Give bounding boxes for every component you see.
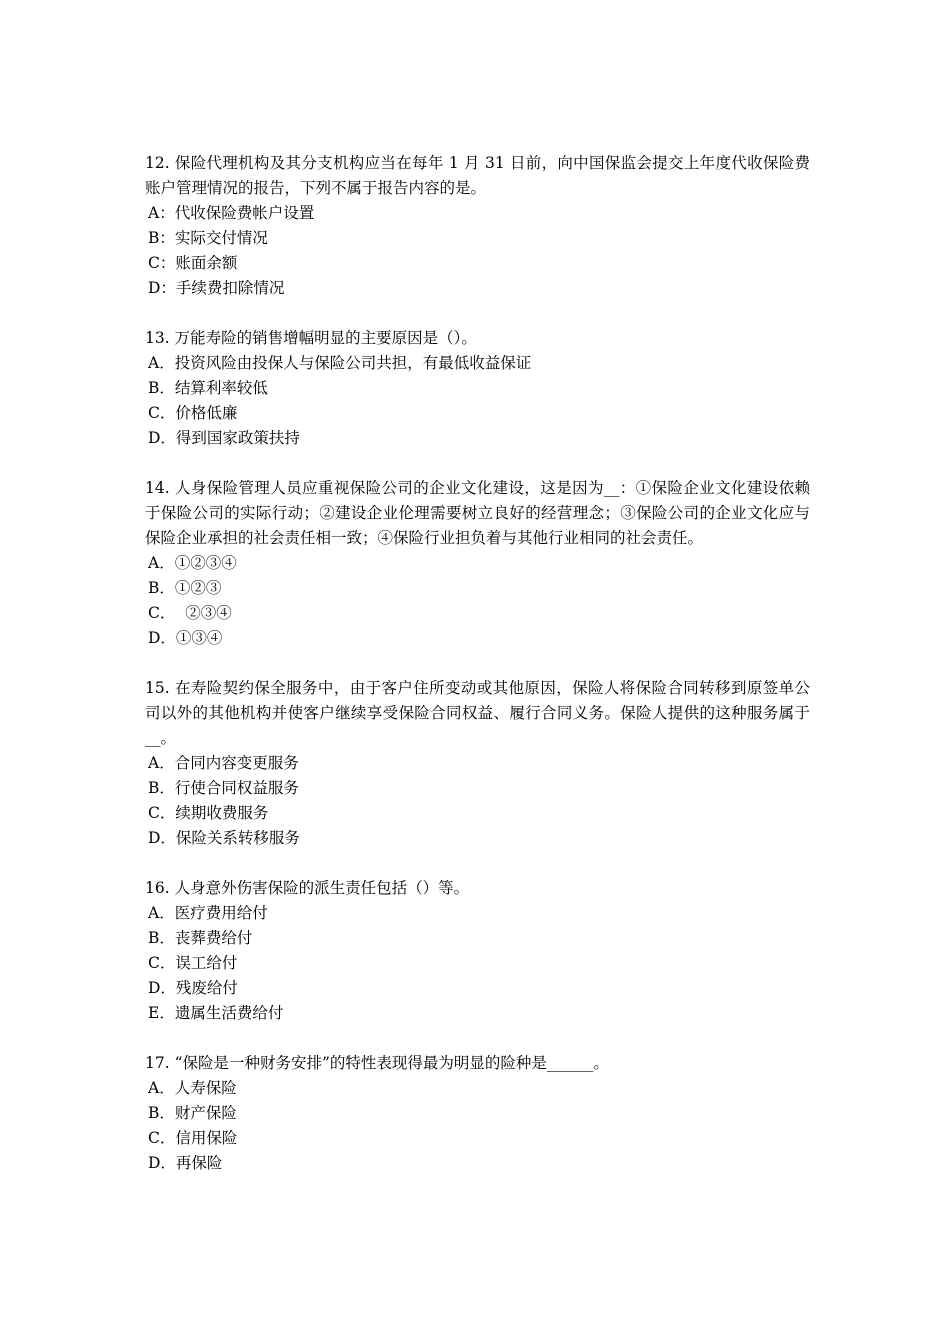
question-16: [145, 876, 810, 1026]
option-c: C：账面余额: [148, 254, 238, 272]
document-page: [145, 151, 810, 1201]
option-c: C．续期收费服务: [148, 804, 269, 822]
option-d: D．再保险: [148, 1154, 223, 1172]
question-stem: 14. 人身保险管理人员应重视保险公司的企业文化建设，这是因为__：①保险企业文化建设依赖于保险公司的实际行动；②建设企业伦理需要树立良好的经营理念；③保险公司的企业文化应与保险企业承担的社会责任相一致；④保险行业担负着与其他行业相同的社会责任。: [145, 479, 810, 547]
option-c: C．误工给付: [148, 954, 238, 972]
question-stem: 13. 万能寿险的销售增幅明显的主要原因是（）。: [145, 329, 477, 347]
option-d: D：手续费扣除情况: [148, 279, 285, 297]
question-13: [145, 326, 810, 451]
option-a: A：代收保险费帐户设置: [148, 204, 315, 222]
option-d: D．①③④: [148, 629, 223, 647]
option-c: C．信用保险: [148, 1129, 238, 1147]
question-17: [145, 1051, 810, 1176]
option-a: A．人寿保险: [148, 1079, 237, 1097]
question-15: [145, 676, 810, 851]
question-12: [145, 151, 810, 301]
option-c: C． ②③④: [148, 604, 232, 622]
option-d: D．残废给付: [148, 979, 238, 997]
option-a: A．合同内容变更服务: [148, 754, 299, 772]
question-stem: 17. “保险是一种财务安排”的特性表现得最为明显的险种是______。: [145, 1054, 609, 1072]
option-e: E．遗属生活费给付: [148, 1004, 284, 1022]
option-b: B．财产保险: [148, 1104, 237, 1122]
option-c: C．价格低廉: [148, 404, 238, 422]
option-b: B．丧葬费给付: [148, 929, 253, 947]
option-a: A．投资风险由投保人与保险公司共担，有最低收益保证: [148, 354, 532, 372]
question-14: [145, 476, 810, 651]
question-stem: 16. 人身意外伤害保险的派生责任包括（）等。: [145, 879, 470, 897]
option-b: B．行使合同权益服务: [148, 779, 299, 797]
option-b: B．①②③: [148, 579, 222, 597]
question-stem: 15. 在寿险契约保全服务中，由于客户住所变动或其他原因，保险人将保险合同转移到原签单公司以外的其他机构并使客户继续享受保险合同权益、履行合同义务。保险人提供的这种服务属于__。: [145, 679, 810, 747]
option-a: A．①②③④: [148, 554, 237, 572]
question-stem: 12. 保险代理机构及其分支机构应当在每年 1 月 31 日前，向中国保监会提交上年度代收保险费账户管理情况的报告，下列不属于报告内容的是。: [145, 154, 810, 197]
option-a: A．医疗费用给付: [148, 904, 268, 922]
option-d: D．得到国家政策扶持: [148, 429, 300, 447]
option-d: D．保险关系转移服务: [148, 829, 300, 847]
option-b: B：实际交付情况: [148, 229, 268, 247]
option-b: B．结算利率较低: [148, 379, 268, 397]
